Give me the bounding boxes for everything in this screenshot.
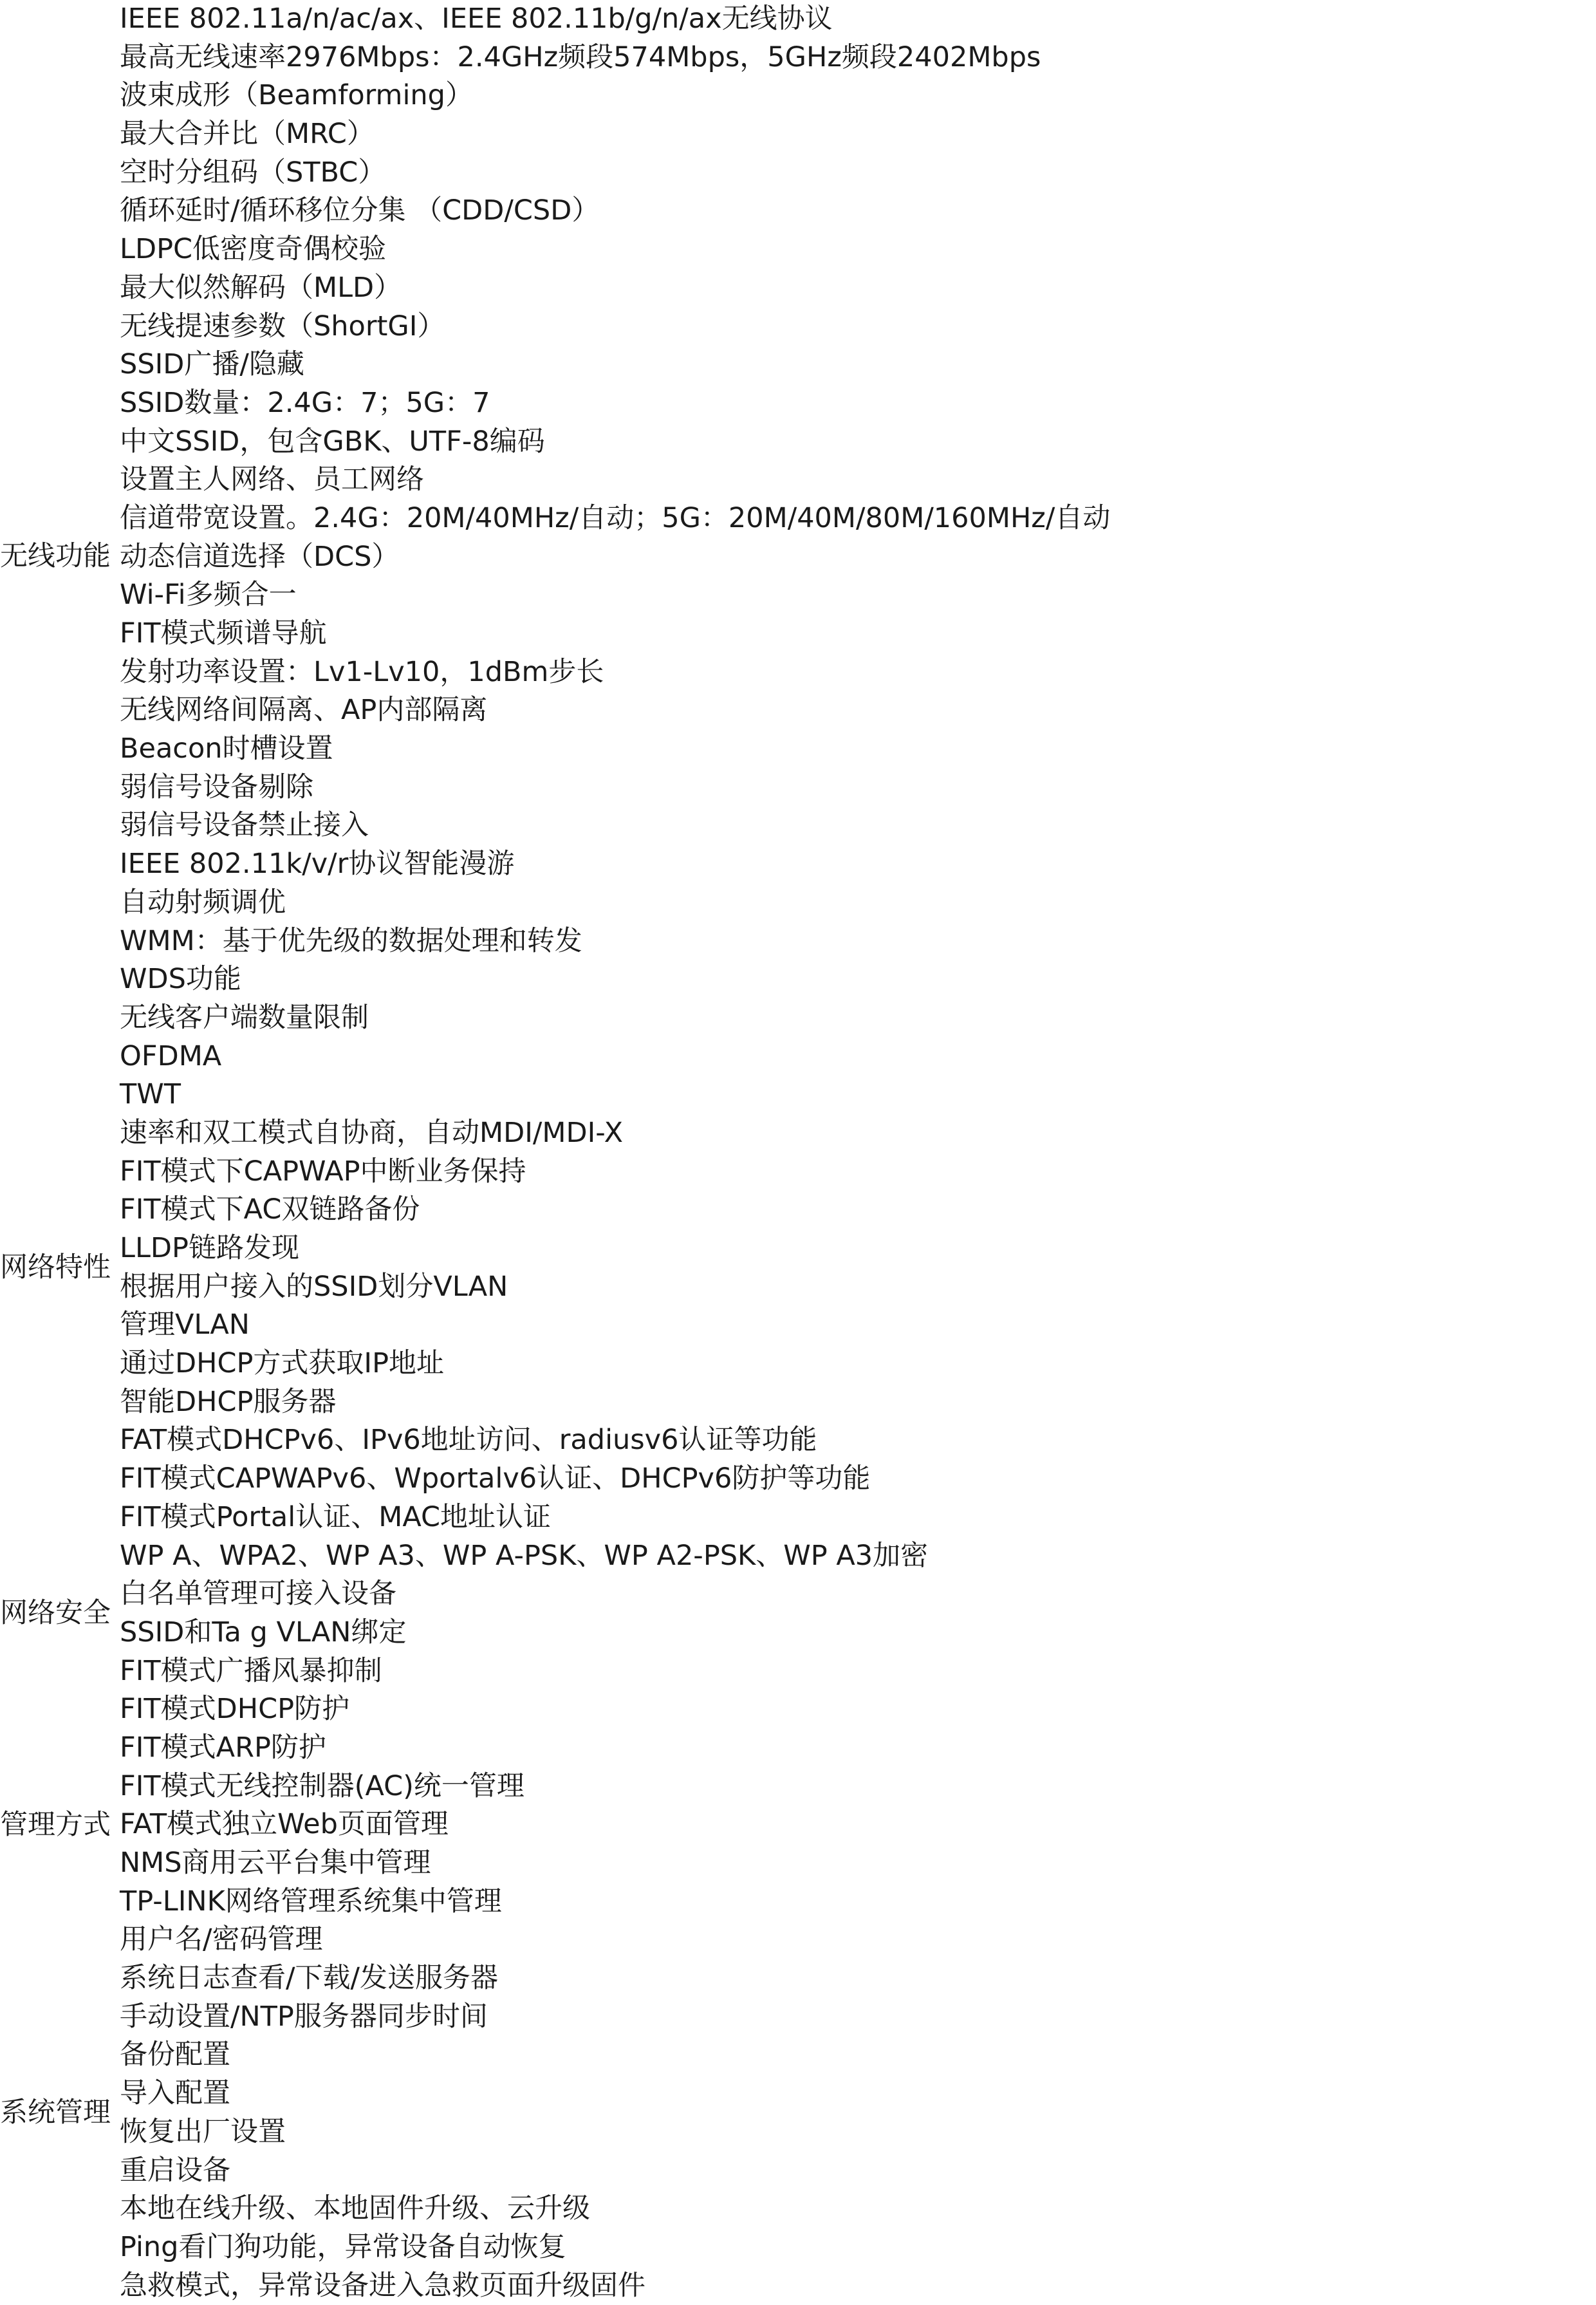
feature-item: FIT模式下CAPWAP中断业务保持 (120, 1155, 526, 1188)
feature-item: 智能DHCP服务器 (120, 1385, 337, 1418)
feature-item: WMM：基于优先级的数据处理和转发 (120, 924, 582, 957)
feature-item: 白名单管理可接入设备 (120, 1578, 396, 1610)
feature-item: FIT模式ARP防护 (120, 1731, 326, 1764)
feature-item: FAT模式DHCPv6、IPv6地址访问、radiusv6认证等功能 (120, 1424, 817, 1457)
feature-item: 弱信号设备剔除 (120, 770, 313, 803)
feature-item: LLDP链路发现 (120, 1232, 299, 1264)
feature-item: FIT模式无线控制器(AC)统一管理 (120, 1769, 524, 1802)
category-label: 网络安全 (0, 1596, 111, 1629)
feature-item: FAT模式独立Web页面管理 (120, 1808, 449, 1841)
feature-item: SSID广播/隐藏 (120, 348, 304, 381)
feature-item: SSID数量：2.4G：7；5G：7 (120, 386, 490, 419)
category-label: 系统管理 (0, 2096, 111, 2129)
feature-list (120, 1498, 1596, 1768)
feature-item: 手动设置/NTP服务器同步时间 (120, 2000, 488, 2033)
feature-item: Ping看门狗功能，异常设备自动恢复 (120, 2230, 566, 2263)
feature-item: 备份配置 (120, 2039, 230, 2071)
feature-item: 弱信号设备禁止接入 (120, 809, 369, 842)
feature-item: IEEE 802.11k/v/r协议智能漫游 (120, 848, 515, 881)
feature-item: TWT (120, 1078, 181, 1111)
category-label: 无线功能 (0, 540, 111, 572)
feature-item: WP A、WPA2、WP A3、WP A-PSK、WP A2-PSK、WP A3加密 (120, 1539, 929, 1572)
feature-item: 动态信道选择（DCS） (120, 540, 400, 573)
feature-item: 无线网络间隔离、AP内部隔离 (120, 694, 488, 727)
feature-item: 循环延时/循环移位分集 （CDD/CSD） (120, 194, 600, 227)
feature-item: 波束成形（Beamforming） (120, 79, 473, 112)
feature-item: 管理VLAN (120, 1309, 250, 1341)
feature-item: 急救模式，异常设备进入急救页面升级固件 (120, 2269, 645, 2302)
feature-item: FIT模式广播风暴抑制 (120, 1654, 382, 1687)
feature-item: Wi-Fi多频合一 (120, 579, 297, 611)
feature-item: 用户名/密码管理 (120, 1923, 323, 1956)
feature-item: TP-LINK网络管理系统集中管理 (120, 1885, 502, 1918)
feature-item: 信道带宽设置。2.4G：20M/40MHz/自动；5G：20M/40M/80M/160MHz/自动 (120, 501, 1111, 534)
feature-list (120, 1921, 1596, 2305)
feature-item: FIT模式DHCP防护 (120, 1693, 350, 1726)
feature-item: 发射功率设置：Lv1-Lv10，1dBm步长 (120, 655, 604, 688)
feature-item: WDS功能 (120, 963, 241, 996)
feature-item: LDPC低密度奇偶校验 (120, 233, 387, 266)
feature-item: 导入配置 (120, 2077, 230, 2110)
section-network-features (0, 1114, 1596, 1498)
feature-item: 通过DHCP方式获取IP地址 (120, 1347, 445, 1380)
section-system-management (0, 1921, 1596, 2305)
feature-item: 最高无线速率2976Mbps：2.4GHz频段574Mbps，5GHz频段2402Mbps (120, 41, 1041, 73)
feature-item: 空时分组码（STBC） (120, 156, 386, 189)
feature-item: Beacon时槽设置 (120, 733, 333, 765)
feature-item: FIT模式下AC双链路备份 (120, 1193, 420, 1226)
section-management-methods (0, 1768, 1596, 1921)
feature-item: 恢复出厂设置 (120, 2115, 286, 2148)
feature-item: FIT模式频谱导航 (120, 617, 327, 649)
feature-item: 重启设备 (120, 2154, 230, 2187)
feature-item: IEEE 802.11a/n/ac/ax、IEEE 802.11b/g/n/ax无线协议 (120, 3, 833, 35)
feature-item: 自动射频调优 (120, 886, 286, 919)
feature-item: FIT模式CAPWAPv6、Wportalv6认证、DHCPv6防护等功能 (120, 1462, 871, 1495)
category-label: 管理方式 (0, 1808, 111, 1841)
feature-item: NMS商用云平台集中管理 (120, 1847, 431, 1879)
feature-item: 系统日志查看/下载/发送服务器 (120, 1962, 498, 1995)
feature-list (120, 1114, 1596, 1498)
feature-item: SSID和Ta g VLAN绑定 (120, 1616, 407, 1648)
feature-item: 无线客户端数量限制 (120, 1001, 369, 1034)
feature-item: 无线提速参数（ShortGI） (120, 310, 445, 342)
category-label: 网络特性 (0, 1251, 111, 1283)
feature-item: OFDMA (120, 1040, 222, 1072)
feature-item: 根据用户接入的SSID划分VLAN (120, 1270, 508, 1303)
feature-list (120, 1768, 1596, 1921)
feature-item: 设置主人网络、员工网络 (120, 463, 424, 496)
feature-item: 中文SSID，包含GBK、UTF-8编码 (120, 425, 545, 458)
section-network-security (0, 1498, 1596, 1768)
feature-item: 最大似然解码（MLD） (120, 271, 402, 304)
feature-item: FIT模式Portal认证、MAC地址认证 (120, 1500, 552, 1533)
feature-item: 本地在线升级、本地固件升级、云升级 (120, 2192, 590, 2225)
feature-list (120, 0, 1596, 1114)
feature-item: 最大合并比（MRC） (120, 118, 375, 151)
section-wireless (0, 0, 1596, 1114)
feature-item: 速率和双工模式自协商，自动MDI/MDI-X (120, 1116, 624, 1149)
